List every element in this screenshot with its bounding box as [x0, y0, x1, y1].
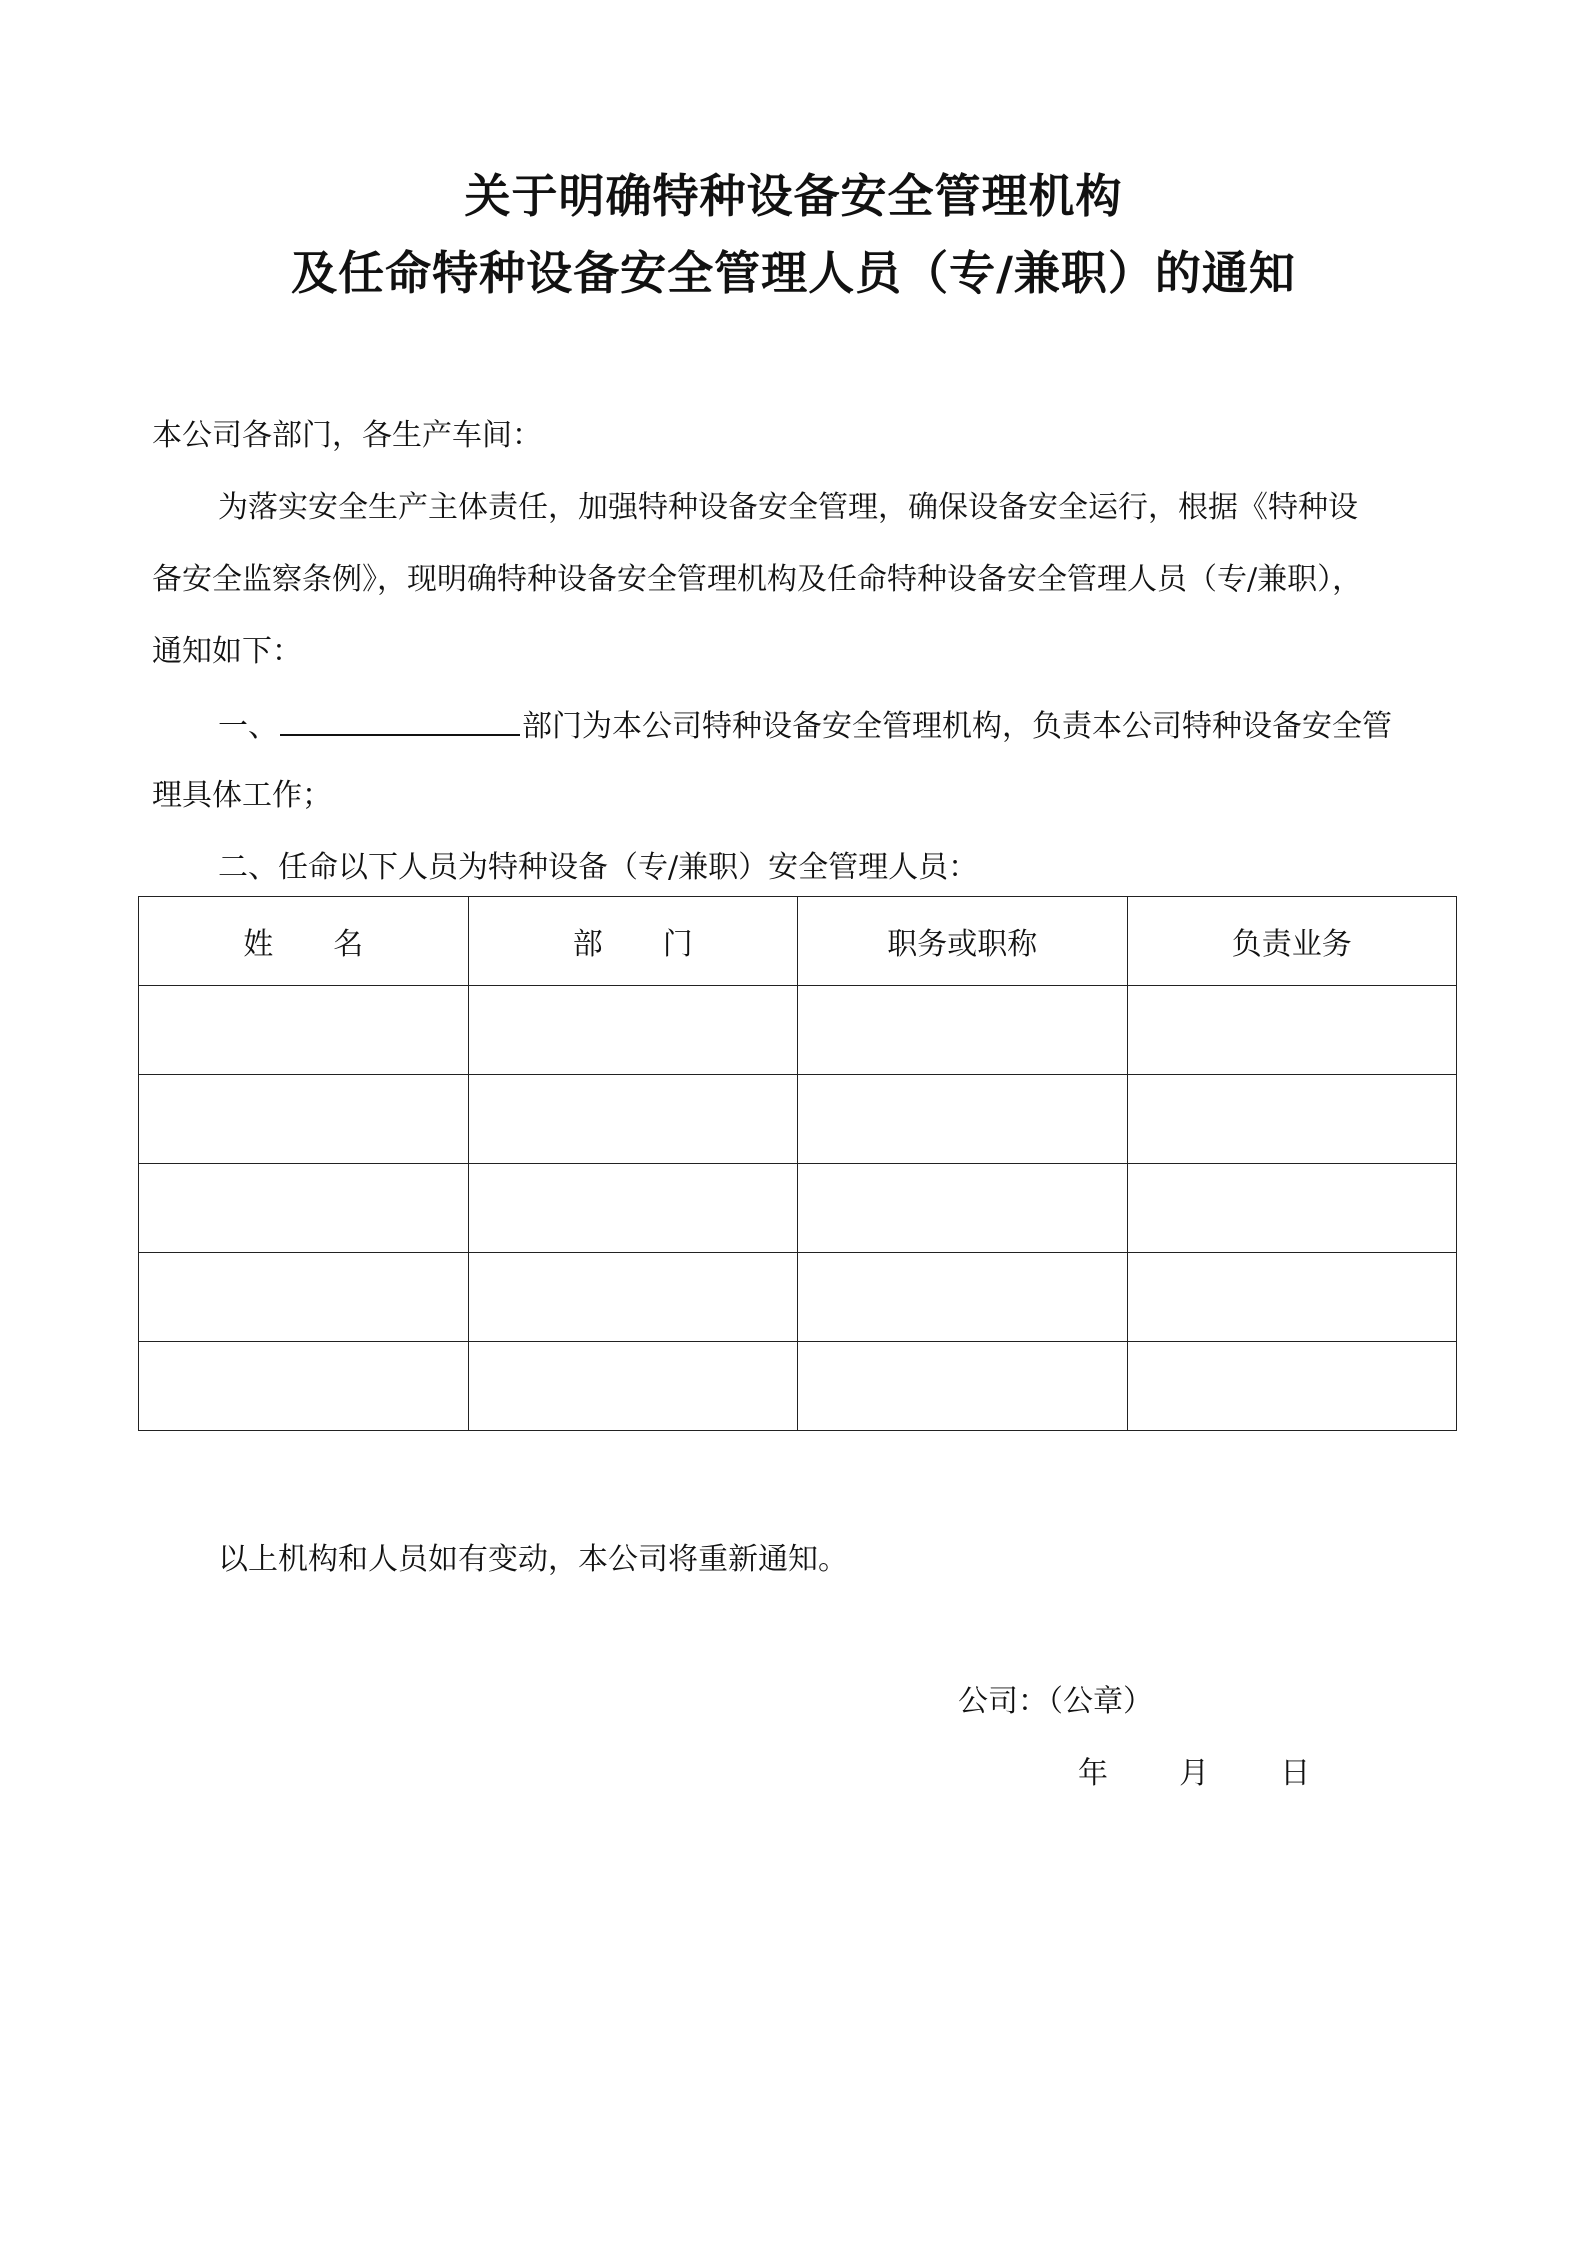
paragraph-1-line-1: 为落实安全生产主体责任，加强特种设备安全管理，确保设备安全运行，根据《特种设 — [218, 490, 1358, 525]
table-cell[interactable] — [798, 986, 1128, 1075]
date-year: 年 — [1078, 1756, 1108, 1791]
staff-table — [138, 896, 1457, 1431]
table-cell[interactable] — [139, 986, 469, 1075]
date-line — [1078, 1754, 1310, 1794]
header-department: 部 门 — [468, 897, 798, 986]
item-1-line-2: 理具体工作； — [152, 778, 332, 813]
table-cell[interactable] — [468, 1342, 798, 1431]
table-cell[interactable] — [139, 1253, 469, 1342]
salutation: 本公司各部门，各生产车间： — [152, 418, 542, 453]
closing-statement: 以上机构和人员如有变动，本公司将重新通知。 — [218, 1542, 848, 1577]
table-cell[interactable] — [468, 1164, 798, 1253]
document-title-line-1: 关于明确特种设备安全管理机构 — [464, 169, 1123, 223]
table-header-row — [139, 897, 1457, 986]
table-cell[interactable] — [139, 1075, 469, 1164]
table-cell[interactable] — [1127, 1342, 1457, 1431]
table-cell[interactable] — [1127, 1075, 1457, 1164]
header-position: 职务或职称 — [798, 897, 1128, 986]
table-row — [139, 1164, 1457, 1253]
table-cell[interactable] — [468, 1253, 798, 1342]
table-cell[interactable] — [139, 1342, 469, 1431]
item-1-line-1 — [218, 704, 1392, 747]
document-title-line-2: 及任命特种设备安全管理人员（专/兼职）的通知 — [291, 246, 1296, 300]
table-cell[interactable] — [798, 1164, 1128, 1253]
table-cell[interactable] — [1127, 1253, 1457, 1342]
paragraph-1-line-2: 备安全监察条例》，现明确特种设备安全管理机构及任命特种设备安全管理人员（专/兼职）， — [152, 562, 1363, 597]
table-row — [139, 1253, 1457, 1342]
table-cell[interactable] — [798, 1253, 1128, 1342]
table-cell[interactable] — [468, 1075, 798, 1164]
item-1-prefix: 一、 — [218, 709, 278, 744]
item-2: 二、任命以下人员为特种设备（专/兼职）安全管理人员： — [218, 850, 979, 885]
date-month: 月 — [1179, 1756, 1210, 1791]
date-day: 日 — [1280, 1756, 1311, 1791]
table-cell[interactable] — [798, 1342, 1128, 1431]
table-cell[interactable] — [798, 1075, 1128, 1164]
table-cell[interactable] — [139, 1164, 469, 1253]
header-name: 姓 名 — [139, 897, 469, 986]
company-seal-line: 公司：（公章） — [958, 1684, 1153, 1719]
table-row — [139, 1342, 1457, 1431]
department-blank-field[interactable] — [280, 704, 520, 736]
table-row — [139, 1075, 1457, 1164]
table-cell[interactable] — [1127, 986, 1457, 1075]
item-1-suffix: 部门为本公司特种设备安全管理机构，负责本公司特种设备安全管 — [522, 709, 1392, 744]
header-responsibility: 负责业务 — [1127, 897, 1457, 986]
table-cell[interactable] — [1127, 1164, 1457, 1253]
table-row — [139, 986, 1457, 1075]
table-cell[interactable] — [468, 986, 798, 1075]
paragraph-1-line-3: 通知如下： — [152, 634, 302, 669]
